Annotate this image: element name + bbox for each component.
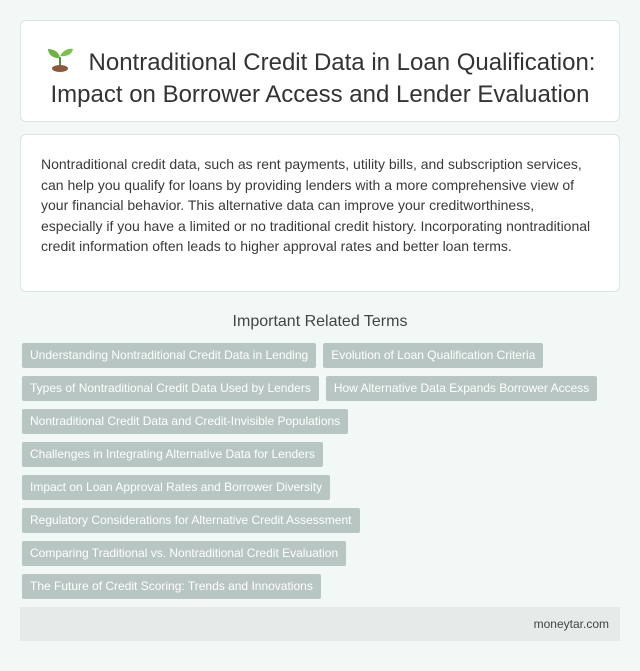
related-term-tag[interactable]: Challenges in Integrating Alternative Data for Lenders <box>22 442 323 467</box>
page-title <box>37 45 603 111</box>
related-term-tag[interactable]: Comparing Traditional vs. Nontraditional Credit Evaluation <box>22 541 346 566</box>
related-term-tag[interactable]: The Future of Credit Scoring: Trends and Innovations <box>22 574 321 599</box>
related-term-tag[interactable]: Evolution of Loan Qualification Criteria <box>323 343 543 368</box>
page-title-text: Nontraditional Credit Data in Loan Qualification: Impact on Borrower Access and Lender Evaluation <box>50 49 596 108</box>
related-term-tag[interactable]: Regulatory Considerations for Alternative Credit Assessment <box>22 508 360 533</box>
related-term-tag[interactable]: Types of Nontraditional Credit Data Used by Lenders <box>22 376 319 401</box>
intro-card <box>20 134 620 292</box>
tag-row <box>22 442 622 467</box>
tag-row <box>22 574 622 599</box>
tag-row <box>22 475 622 500</box>
tag-row <box>22 376 622 401</box>
related-term-tag[interactable]: Understanding Nontraditional Credit Data in Lending <box>22 343 316 368</box>
footer <box>20 607 620 641</box>
tag-row <box>22 541 622 566</box>
related-term-tag[interactable]: How Alternative Data Expands Borrower Access <box>326 376 597 401</box>
related-term-tag[interactable]: Impact on Loan Approval Rates and Borrower Diversity <box>22 475 330 500</box>
footer-site-link[interactable]: moneytar.com <box>533 617 609 631</box>
title-card <box>20 20 620 122</box>
tag-row <box>22 343 622 368</box>
tag-row <box>22 409 622 434</box>
related-terms-heading: Important Related Terms <box>232 313 408 330</box>
tag-row <box>22 508 622 533</box>
related-term-tag[interactable]: Nontraditional Credit Data and Credit-Invisible Populations <box>22 409 348 434</box>
related-terms-list <box>22 343 622 607</box>
intro-paragraph: Nontraditional credit data, such as rent payments, utility bills, and subscription services, can help you qualify for loans by providing lenders with a more comprehensive view of your financial behavior. This alternative data can improve your creditworthiness, especially if you have a limited or no traditional credit history. Incorporating nontraditional credit information often leads to higher approval rates and better loan terms. <box>41 156 591 254</box>
sprout-icon <box>45 45 75 73</box>
